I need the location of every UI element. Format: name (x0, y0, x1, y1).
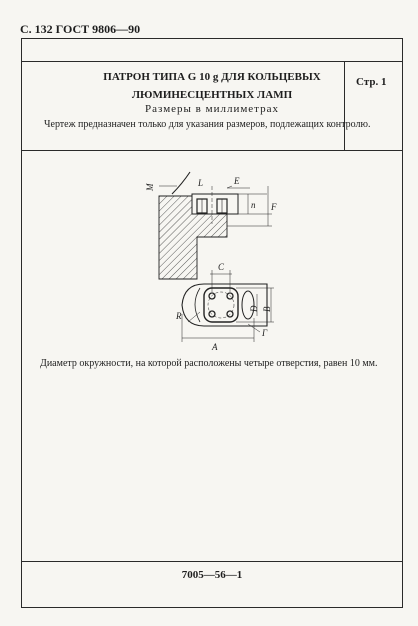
label-R: R (176, 311, 182, 321)
page-header: С. 132 ГОСТ 9806—90 (20, 22, 141, 36)
units-heading: Размеры в миллиметрах (145, 103, 279, 115)
label-F: F (271, 202, 277, 212)
document-title (82, 68, 342, 104)
label-n: n (251, 200, 256, 210)
label-E: E (234, 176, 240, 186)
label-A: A (212, 342, 218, 352)
title-line-1: ПАТРОН ТИПА G 10 g ДЛЯ КОЛЬЦЕВЫХ (103, 71, 321, 83)
title-line-2: ЛЮМИНЕСЦЕНТНЫХ ЛАМП (131, 89, 293, 101)
footer-divider (22, 561, 402, 562)
label-B: B (262, 306, 272, 312)
label-M: M (145, 183, 155, 191)
label-G: Г (262, 328, 268, 338)
sheet-label: Стр. 1 (356, 76, 387, 88)
intro-text: Чертеж предназначен только для указания размеров, подлежащих контролю. (44, 119, 371, 130)
label-C: C (218, 262, 225, 272)
footer-code: 7005—56—1 (181, 569, 243, 581)
page-frame (21, 38, 403, 608)
technical-drawing (22, 164, 404, 379)
label-D: D (249, 305, 259, 312)
label-L: L (198, 178, 204, 188)
note-text: Диаметр окружности, на которой расположены четыре отверстия, равен 10 мм. (40, 358, 378, 369)
side-view (145, 172, 277, 279)
